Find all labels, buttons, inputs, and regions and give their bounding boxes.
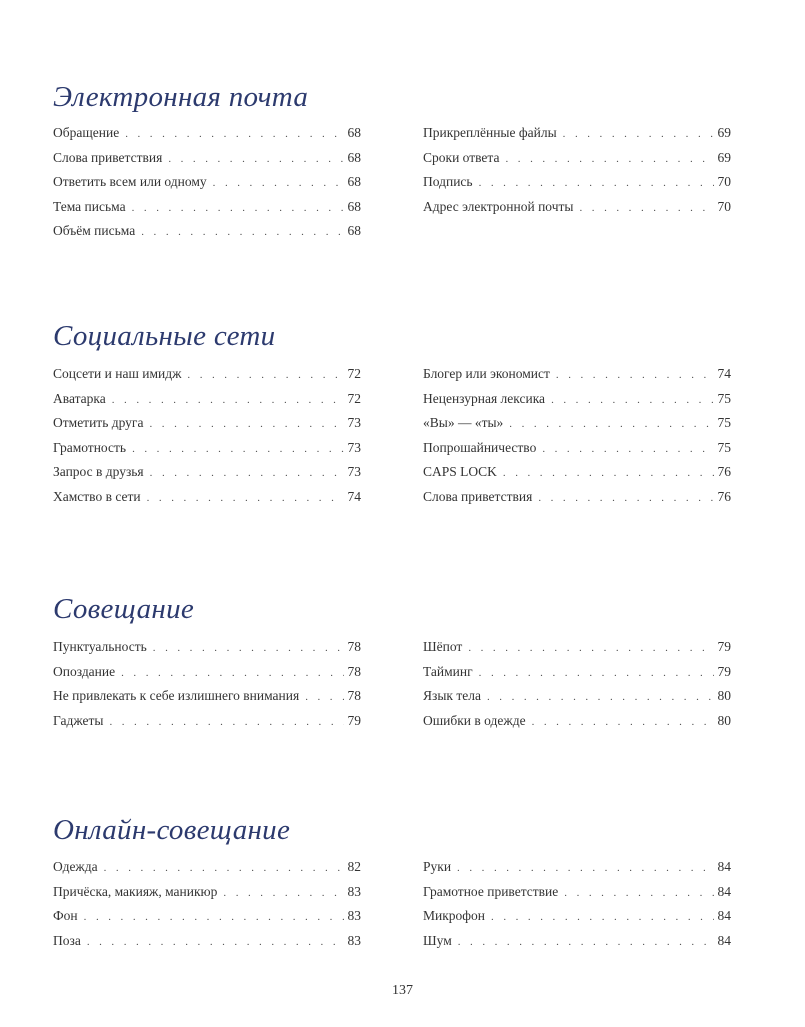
toc-entry-label: Пунктуальность [53, 639, 147, 654]
toc-entry[interactable] [423, 195, 731, 220]
toc-entry-label: Причёска, макияж, маникюр [53, 883, 218, 899]
page-number: 137 [392, 983, 413, 998]
toc-entry[interactable] [53, 660, 361, 685]
toc-entry[interactable] [423, 880, 731, 905]
toc-entry[interactable] [53, 684, 361, 709]
toc-entry-label: Поза [53, 932, 81, 948]
dot-leader [556, 363, 714, 388]
dot-leader [87, 930, 344, 955]
toc-entry-label: Аватарка [53, 390, 106, 406]
toc-entry[interactable] [53, 855, 361, 880]
dot-leader [305, 685, 344, 710]
dot-leader [187, 363, 344, 388]
toc-entry-label: «Вы» — «ты» [423, 415, 504, 431]
dot-leader [213, 171, 344, 196]
toc-entry[interactable] [53, 170, 361, 195]
dot-leader [457, 856, 714, 881]
toc-entry-page: 68 [347, 149, 361, 165]
toc-entry-page: 75 [717, 439, 731, 455]
toc-entry-label: Тайминг [423, 663, 473, 679]
toc-entry-page: 78 [347, 663, 361, 679]
toc-entry-page: 73 [347, 439, 361, 455]
toc-entry-label: Попрошайничество [423, 439, 537, 455]
toc-column-left [53, 362, 361, 510]
dot-leader [84, 905, 344, 930]
toc-entry[interactable] [53, 436, 361, 461]
toc-entry-label: Грамотность [53, 439, 127, 455]
dot-leader [563, 122, 714, 147]
toc-entry[interactable] [53, 880, 361, 905]
toc-entry-page: 68 [347, 198, 361, 214]
toc-entry-page: 79 [347, 712, 361, 728]
dot-leader [487, 685, 714, 710]
toc-entry[interactable] [423, 362, 731, 387]
toc-entry[interactable] [53, 635, 361, 660]
toc-entry-label: Тема письма [53, 198, 126, 214]
toc-entry[interactable] [423, 411, 731, 436]
toc-entry-label: Хамство в сети [53, 488, 141, 504]
toc-entry-page: 83 [347, 932, 361, 948]
toc-column-left [53, 635, 361, 733]
toc-entry[interactable] [53, 121, 361, 146]
toc-entry-page: 79 [717, 663, 731, 679]
dot-leader [542, 437, 714, 462]
toc-entry[interactable] [423, 170, 731, 195]
toc-entry-page: 73 [347, 464, 361, 480]
toc-entry[interactable] [53, 485, 361, 510]
dot-leader [125, 122, 344, 147]
dot-leader [509, 412, 714, 437]
dot-leader [112, 388, 344, 413]
toc-entry-page: 68 [347, 174, 361, 190]
toc-entry-page: 82 [347, 859, 361, 874]
dot-leader [104, 856, 344, 881]
toc-entry-page: 69 [717, 125, 731, 140]
toc-entry-label: Ответить всем или одному [53, 174, 207, 190]
section-title: Электронная почта [53, 81, 309, 113]
toc-entry-page: 68 [347, 125, 361, 140]
toc-entry-page: 84 [717, 859, 731, 874]
toc-entry[interactable] [53, 929, 361, 954]
dot-leader [132, 437, 344, 462]
toc-entry-page: 80 [717, 712, 731, 728]
toc-entry-label: Ошибки в одежде [423, 712, 526, 728]
toc-entry-page: 84 [717, 932, 731, 948]
toc-entry-page: 83 [347, 908, 361, 924]
toc-entry-label: Прикреплённые файлы [423, 125, 557, 140]
toc-entry-label: Слова приветствия [423, 488, 533, 504]
toc-column-right [423, 635, 731, 733]
dot-leader [491, 905, 714, 930]
toc-entry[interactable] [53, 411, 361, 436]
toc-entry[interactable] [423, 684, 731, 709]
toc-entry-page: 80 [717, 688, 731, 704]
toc-entry-label: Слова приветствия [53, 149, 163, 165]
toc-entry-label: Опоздание [53, 663, 116, 679]
toc-column-right [423, 855, 731, 953]
toc-entry-page: 78 [347, 639, 361, 654]
toc-entry-label: Соцсети и наш имидж [53, 366, 182, 381]
toc-entry[interactable] [53, 146, 361, 171]
toc-entry-page: 75 [717, 390, 731, 406]
toc-entry[interactable] [423, 146, 731, 171]
toc-entry-page: 73 [347, 415, 361, 431]
toc-entry[interactable] [423, 660, 731, 685]
toc-entry-page: 68 [347, 223, 361, 239]
dot-leader [551, 388, 714, 413]
dot-leader [223, 881, 344, 906]
dot-leader [121, 661, 344, 686]
dot-leader [168, 147, 344, 172]
toc-column-right [423, 121, 731, 219]
dot-leader [153, 636, 344, 661]
toc-entry-page: 76 [717, 464, 731, 480]
toc-entry-label: Объём письма [53, 223, 136, 239]
toc-column-right [423, 362, 731, 510]
toc-entry-page: 75 [717, 415, 731, 431]
dot-leader [141, 220, 344, 245]
toc-entry-label: Шёпот [423, 639, 463, 654]
toc-entry-page: 74 [717, 366, 731, 381]
toc-entry-label: Адрес электронной почты [423, 198, 574, 214]
toc-entry[interactable] [423, 460, 731, 485]
toc-entry[interactable] [53, 219, 361, 244]
toc-entry-page: 69 [717, 149, 731, 165]
toc-entry-page: 70 [717, 198, 731, 214]
toc-entry[interactable] [53, 387, 361, 412]
toc-entry[interactable] [423, 436, 731, 461]
toc-entry-page: 78 [347, 688, 361, 704]
toc-entry-label: Микрофон [423, 908, 486, 924]
toc-entry-label: Подпись [423, 174, 473, 190]
toc-entry-page: 84 [717, 908, 731, 924]
toc-entry-page: 72 [347, 390, 361, 406]
toc-entry-label: Обращение [53, 125, 120, 140]
dot-leader [505, 147, 714, 172]
toc-entry-label: Сроки ответа [423, 149, 500, 165]
section-title: Социальные сети [53, 320, 276, 352]
toc-entry[interactable] [53, 709, 361, 734]
toc-entry[interactable] [423, 709, 731, 734]
dot-leader [468, 636, 714, 661]
toc-entry[interactable] [423, 387, 731, 412]
toc-entry-page: 79 [717, 639, 731, 654]
toc-entry[interactable] [423, 485, 731, 510]
toc-entry-page: 70 [717, 174, 731, 190]
toc-entry[interactable] [423, 929, 731, 954]
toc-entry[interactable] [423, 635, 731, 660]
toc-entry-page: 76 [717, 488, 731, 504]
toc-entry[interactable] [423, 904, 731, 929]
dot-leader [132, 196, 344, 221]
toc-entry-page: 84 [717, 883, 731, 899]
dot-leader [109, 710, 344, 735]
toc-entry-label: Руки [423, 859, 452, 874]
toc-entry-page: 83 [347, 883, 361, 899]
toc-entry-label: Шум [423, 932, 452, 948]
toc-entry-label: Отметить друга [53, 415, 144, 431]
dot-leader [579, 196, 714, 221]
toc-entry-label: Блогер или экономист [423, 366, 550, 381]
toc-entry-label: Не привлекать к себе излишнего внимания [53, 688, 300, 704]
section-title: Совещание [53, 593, 195, 625]
dot-leader [532, 710, 714, 735]
toc-entry[interactable] [423, 121, 731, 146]
dot-leader [149, 412, 344, 437]
toc-entry-label: Запрос в друзья [53, 464, 144, 480]
toc-entry-label: Фон [53, 908, 78, 924]
toc-entry-label: Гаджеты [53, 712, 104, 728]
section-title: Онлайн-совещание [53, 814, 291, 846]
toc-entry[interactable] [53, 460, 361, 485]
toc-entry[interactable] [53, 195, 361, 220]
toc-column-left [53, 855, 361, 953]
dot-leader [564, 881, 714, 906]
dot-leader [150, 461, 344, 486]
dot-leader [538, 486, 714, 511]
toc-entry[interactable] [53, 904, 361, 929]
toc-entry-page: 74 [347, 488, 361, 504]
toc-entry-label: Одежда [53, 859, 98, 874]
toc-entry-label: CAPS LOCK [423, 464, 497, 480]
toc-column-left [53, 121, 361, 244]
dot-leader [458, 930, 714, 955]
dot-leader [479, 661, 714, 686]
toc-entry-label: Грамотное приветствие [423, 883, 559, 899]
toc-entry[interactable] [423, 855, 731, 880]
toc-entry-page: 72 [347, 366, 361, 381]
dot-leader [503, 461, 714, 486]
toc-entry-label: Язык тела [423, 688, 481, 704]
toc-entry-label: Нецензурная лексика [423, 390, 546, 406]
dot-leader [147, 486, 344, 511]
toc-entry[interactable] [53, 362, 361, 387]
dot-leader [479, 171, 714, 196]
